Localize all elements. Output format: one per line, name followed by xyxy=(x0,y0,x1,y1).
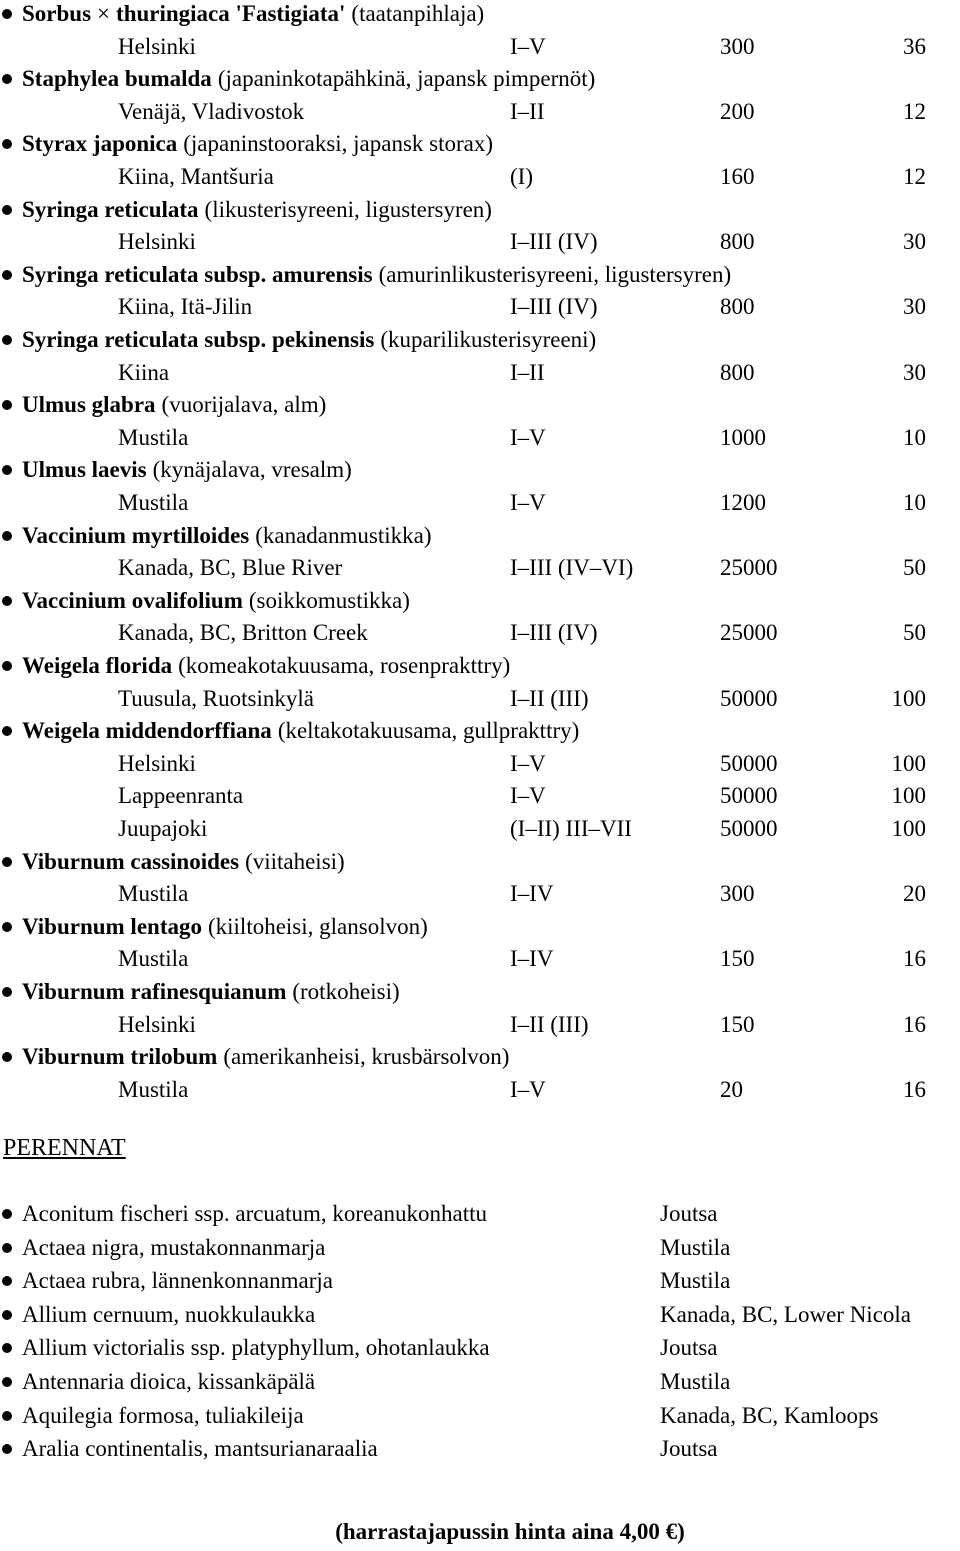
hardiness-zone: I–III (IV) xyxy=(510,620,598,646)
hardiness-zone: I–III (IV–VI) xyxy=(510,555,634,581)
perennial-name: Allium cernuum, nuokkulaukka xyxy=(22,1301,316,1327)
latin-name: Viburnum rafinesquianum xyxy=(22,979,287,1004)
species-name xyxy=(22,457,352,483)
count: 36 xyxy=(903,33,926,59)
quantity: 160 xyxy=(720,164,755,189)
section-heading: PERENNAT xyxy=(3,1135,126,1161)
perennial-name: Actaea nigra, mustakonnanmarja xyxy=(22,1234,326,1260)
bullet-icon xyxy=(2,531,12,541)
bullet-icon xyxy=(2,205,12,215)
count: 100 xyxy=(891,816,926,841)
perennial-origin: Joutsa xyxy=(660,1335,718,1361)
perennial-origin: Joutsa xyxy=(660,1436,718,1462)
hardiness-zone: I–II xyxy=(510,359,545,385)
hardiness-zone: (I) xyxy=(510,164,533,189)
perennial-origin: Kanada, BC, Lower Nicola xyxy=(660,1301,912,1327)
species-name xyxy=(22,588,410,614)
bullet-icon xyxy=(2,857,12,867)
perennial-origin: Mustila xyxy=(660,1234,731,1260)
count: 10 xyxy=(903,490,926,515)
hardiness-zone: I–III (IV) xyxy=(510,229,598,255)
origin: Helsinki xyxy=(118,750,196,776)
hardiness-zone: I–V xyxy=(510,424,546,450)
origin: Mustila xyxy=(118,946,189,972)
common-name: (likusterisyreeni, ligustersyren) xyxy=(204,196,492,222)
quantity: 1200 xyxy=(720,490,766,515)
latin-name: Vaccinium ovalifolium xyxy=(22,587,243,613)
latin-name: Syringa reticulata xyxy=(22,196,199,222)
species-name xyxy=(22,66,595,92)
hybrid-cross: × xyxy=(97,1,111,26)
hardiness-zone: I–IV xyxy=(510,946,554,972)
common-name: (keltakotakuusama, gullprakttry) xyxy=(277,718,580,744)
quantity: 150 xyxy=(720,1011,755,1037)
species-name xyxy=(22,1044,509,1070)
hardiness-zone: I–II (III) xyxy=(510,685,589,711)
hardiness-zone: I–V xyxy=(510,750,546,776)
species-name xyxy=(22,197,492,223)
hardiness-zone: I–V xyxy=(510,33,546,59)
common-name: (amerikanheisi, krusbärsolvon) xyxy=(223,1044,510,1070)
latin-name: Viburnum trilobum xyxy=(22,1044,218,1070)
common-name: (soikkomustikka) xyxy=(248,587,410,613)
latin-name: Staphylea bumalda xyxy=(22,66,212,92)
common-name: (kanadanmustikka) xyxy=(255,522,432,548)
perennial-name: Aconitum fischeri ssp. arcuatum, koreanukonhattu xyxy=(22,1201,487,1226)
quantity: 1000 xyxy=(720,424,766,450)
origin: Kiina, Itä-Jilin xyxy=(118,294,253,320)
perennial-origin: Mustila xyxy=(660,1268,731,1294)
latin-name: Viburnum lentago xyxy=(22,913,202,939)
latin-name: Styrax japonica xyxy=(22,131,178,157)
species-name xyxy=(22,849,345,875)
common-name: (rotkoheisi) xyxy=(292,979,400,1004)
species-name xyxy=(22,327,596,353)
count: 100 xyxy=(891,685,926,711)
latin-name: Syringa reticulata subsp. amurensis xyxy=(22,261,373,287)
count: 16 xyxy=(903,946,926,972)
bullet-icon xyxy=(2,400,12,410)
bullet-icon xyxy=(2,922,12,932)
quantity: 25000 xyxy=(720,555,778,581)
bullet-icon xyxy=(2,139,12,149)
bullet-icon xyxy=(2,1276,12,1286)
origin: Mustila xyxy=(118,490,189,515)
count: 30 xyxy=(903,229,926,255)
bullet-icon xyxy=(2,1343,12,1353)
quantity: 300 xyxy=(720,33,755,59)
origin: Kanada, BC, Britton Creek xyxy=(118,620,368,646)
species-name xyxy=(22,718,579,744)
quantity: 300 xyxy=(720,881,755,907)
count: 16 xyxy=(903,1076,926,1102)
latin-name: Ulmus laevis xyxy=(22,457,147,483)
origin: Helsinki xyxy=(118,33,196,59)
origin: Venäjä, Vladivostok xyxy=(118,98,305,124)
species-name xyxy=(22,262,731,288)
bullet-icon xyxy=(2,1052,12,1062)
common-name: (amurinlikusterisyreeni, ligustersyren) xyxy=(378,261,732,287)
latin-name: Vaccinium myrtilloides xyxy=(22,522,250,548)
bullet-icon xyxy=(2,1444,12,1454)
bullet-icon xyxy=(2,335,12,345)
quantity: 25000 xyxy=(720,620,778,646)
quantity: 800 xyxy=(720,229,755,255)
common-name: (japaninkotapähkinä, japansk pimpernöt) xyxy=(217,66,596,92)
bullet-icon xyxy=(2,1377,12,1387)
perennial-origin: Joutsa xyxy=(660,1201,718,1226)
species-name xyxy=(22,979,400,1005)
quantity: 150 xyxy=(720,946,755,972)
bullet-icon xyxy=(2,9,12,19)
species-name xyxy=(22,653,510,679)
hardiness-zone: I–IV xyxy=(510,881,554,907)
bullet-icon xyxy=(2,1411,12,1421)
species-name xyxy=(22,392,326,418)
quantity: 50000 xyxy=(720,750,778,776)
bullet-icon xyxy=(2,1310,12,1320)
bullet-icon xyxy=(2,596,12,606)
origin: Tuusula, Ruotsinkylä xyxy=(118,685,314,711)
common-name: (kiiltoheisi, glansolvon) xyxy=(207,913,428,939)
latin-name: Weigela middendorffiana xyxy=(22,718,272,744)
origin: Helsinki xyxy=(118,1011,196,1037)
count: 20 xyxy=(903,881,926,907)
origin: Kiina, Mantšuria xyxy=(118,164,274,189)
count: 100 xyxy=(891,750,926,776)
count: 50 xyxy=(903,555,926,581)
price-note: (harrastajapussin hinta aina 4,00 €) xyxy=(335,1519,685,1544)
origin: Lappeenranta xyxy=(118,783,244,809)
bullet-icon xyxy=(2,74,12,84)
perennial-name: Aralia continentalis, mantsurianaraalia xyxy=(22,1436,378,1462)
origin: Mustila xyxy=(118,881,189,907)
bullet-icon xyxy=(2,270,12,280)
species-name xyxy=(22,914,428,940)
quantity: 50000 xyxy=(720,685,778,711)
bullet-icon xyxy=(2,987,12,997)
quantity: 800 xyxy=(720,294,755,320)
origin: Juupajoki xyxy=(118,816,208,841)
origin: Kiina xyxy=(118,359,170,385)
count: 100 xyxy=(891,783,926,809)
perennial-name: Actaea rubra, lännenkonnanmarja xyxy=(22,1268,333,1294)
hardiness-zone: I–V xyxy=(510,490,546,515)
bullet-icon xyxy=(2,1243,12,1253)
perennial-name: Allium victorialis ssp. platyphyllum, ohotanlaukka xyxy=(22,1335,490,1361)
count: 10 xyxy=(903,424,926,450)
perennial-origin: Mustila xyxy=(660,1369,731,1394)
quantity: 20 xyxy=(720,1076,743,1102)
quantity: 200 xyxy=(720,98,755,124)
common-name: (vuorijalava, alm) xyxy=(161,392,327,418)
hardiness-zone: I–V xyxy=(510,783,546,809)
perennial-origin: Kanada, BC, Kamloops xyxy=(660,1402,879,1428)
common-name: (viitaheisi) xyxy=(245,848,345,874)
hardiness-zone: I–V xyxy=(510,1076,546,1102)
latin-name: Viburnum cassinoides xyxy=(22,848,240,874)
bullet-icon xyxy=(2,1209,12,1219)
latin-name: Syringa reticulata subsp. pekinensis xyxy=(22,327,375,352)
perennial-name: Antennaria dioica, kissankäpälä xyxy=(22,1369,316,1394)
origin: Kanada, BC, Blue River xyxy=(118,555,343,581)
bullet-icon xyxy=(2,465,12,475)
latin-name: Weigela florida xyxy=(22,653,173,678)
hardiness-zone: I–III (IV) xyxy=(510,294,598,320)
quantity: 50000 xyxy=(720,783,778,809)
latin-name: Sorbus xyxy=(22,1,92,26)
latin-name: Ulmus glabra xyxy=(22,392,156,418)
count: 16 xyxy=(903,1011,926,1037)
species-name xyxy=(22,1,484,27)
count: 30 xyxy=(903,359,926,385)
origin: Mustila xyxy=(118,1076,189,1102)
bullet-icon xyxy=(2,726,12,736)
species-name xyxy=(22,523,432,549)
bullet-icon xyxy=(2,661,12,671)
common-name: (komeakotakuusama, rosenprakttry) xyxy=(178,653,511,678)
common-name: (kynäjalava, vresalm) xyxy=(152,457,352,483)
count: 50 xyxy=(903,620,926,646)
common-name: (taatanpihlaja) xyxy=(351,1,485,26)
origin: Mustila xyxy=(118,424,189,450)
latin-epithet: thuringiaca 'Fastigiata' xyxy=(116,1,346,26)
hardiness-zone: (I–II) III–VII xyxy=(510,816,632,841)
hardiness-zone: I–II (III) xyxy=(510,1011,589,1037)
quantity: 50000 xyxy=(720,816,778,841)
species-name xyxy=(22,131,493,157)
quantity: 800 xyxy=(720,359,755,385)
count: 12 xyxy=(903,164,926,189)
count: 12 xyxy=(903,98,926,124)
common-name: (japaninstooraksi, japansk storax) xyxy=(183,131,494,157)
common-name: (kuparilikusterisyreeni) xyxy=(380,327,597,352)
count: 30 xyxy=(903,294,926,320)
perennial-name: Aquilegia formosa, tuliakileija xyxy=(22,1402,304,1428)
hardiness-zone: I–II xyxy=(510,98,545,124)
origin: Helsinki xyxy=(118,229,196,255)
